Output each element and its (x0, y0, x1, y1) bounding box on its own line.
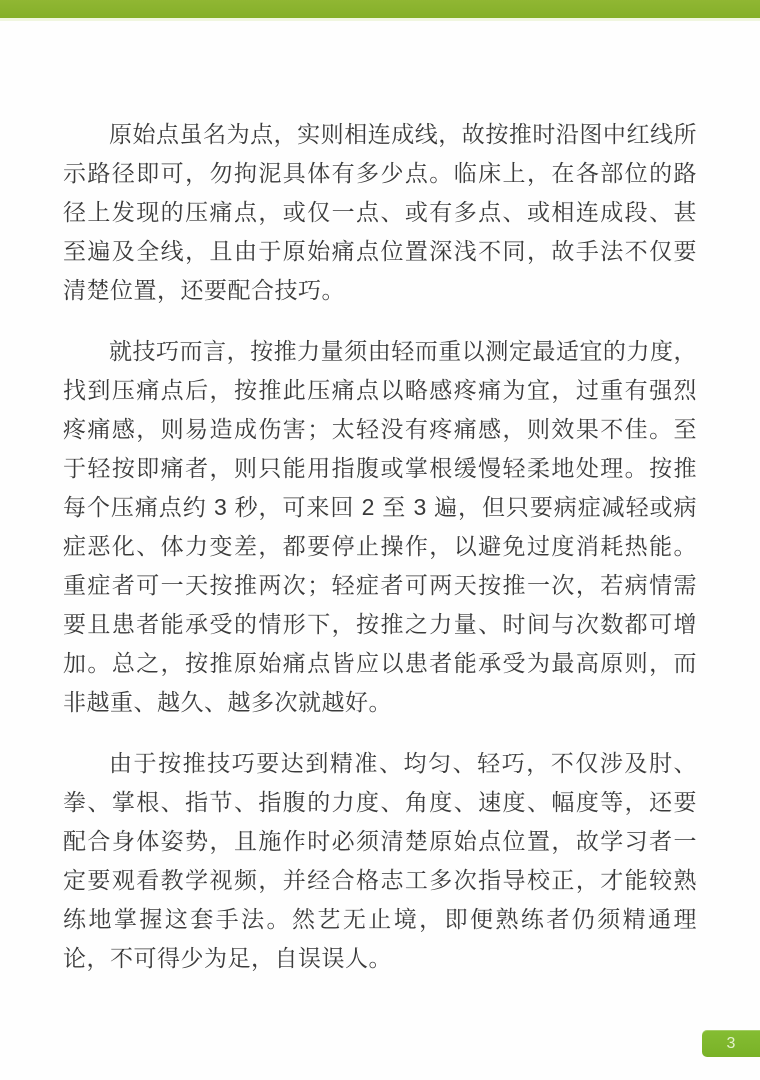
header-bar (0, 0, 760, 21)
paragraph-1: 原始点虽名为点，实则相连成线，故按推时沿图中红线所示路径即可，勿拘泥具体有多少点。临床上，在各部位的路径上发现的压痛点，或仅一点、或有多点、或相连成段、甚至遍及全线，且由于原始痛点位置深浅不同，故手法不仅要清楚位置，还要配合技巧。 (63, 121, 697, 303)
page-content (63, 115, 697, 1000)
page-number: 3 (726, 1034, 736, 1052)
paragraph-2: 就技巧而言，按推力量须由轻而重以测定最适宜的力度，找到压痛点后，按推此压痛点以略感疼痛为宜，过重有强烈疼痛感，则易造成伤害；太轻没有疼痛感，则效果不佳。至于轻按即痛者，则只能用指腹或掌根缓慢轻柔地处理。按推每个压痛点约 3 秒，可来回 2 至 3 遍，但只要病症减轻或病症恶化、体力变差，都要停止操作，以避免过度消耗热能。重症者可一天按推两次；轻症者可两天按推一次，若病情需要且患者能承受的情形下，按推之力量、时间与次数都可增加。总之，按推原始痛点皆应以患者能承受为最高原则，而非越重、越久、越多次就越好。 (63, 338, 697, 715)
paragraph-3: 由于按推技巧要达到精准、均匀、轻巧，不仅涉及肘、拳、掌根、指节、指腹的力度、角度、速度、幅度等，还要配合身体姿势，且施作时必须清楚原始点位置，故学习者一定要观看教学视频，并经合格志工多次指导校正，才能较熟练地掌握这套手法。然艺无止境，即便熟练者仍须精通理论，不可得少为足，自误误人。 (63, 750, 697, 971)
page-number-badge (702, 1030, 760, 1057)
